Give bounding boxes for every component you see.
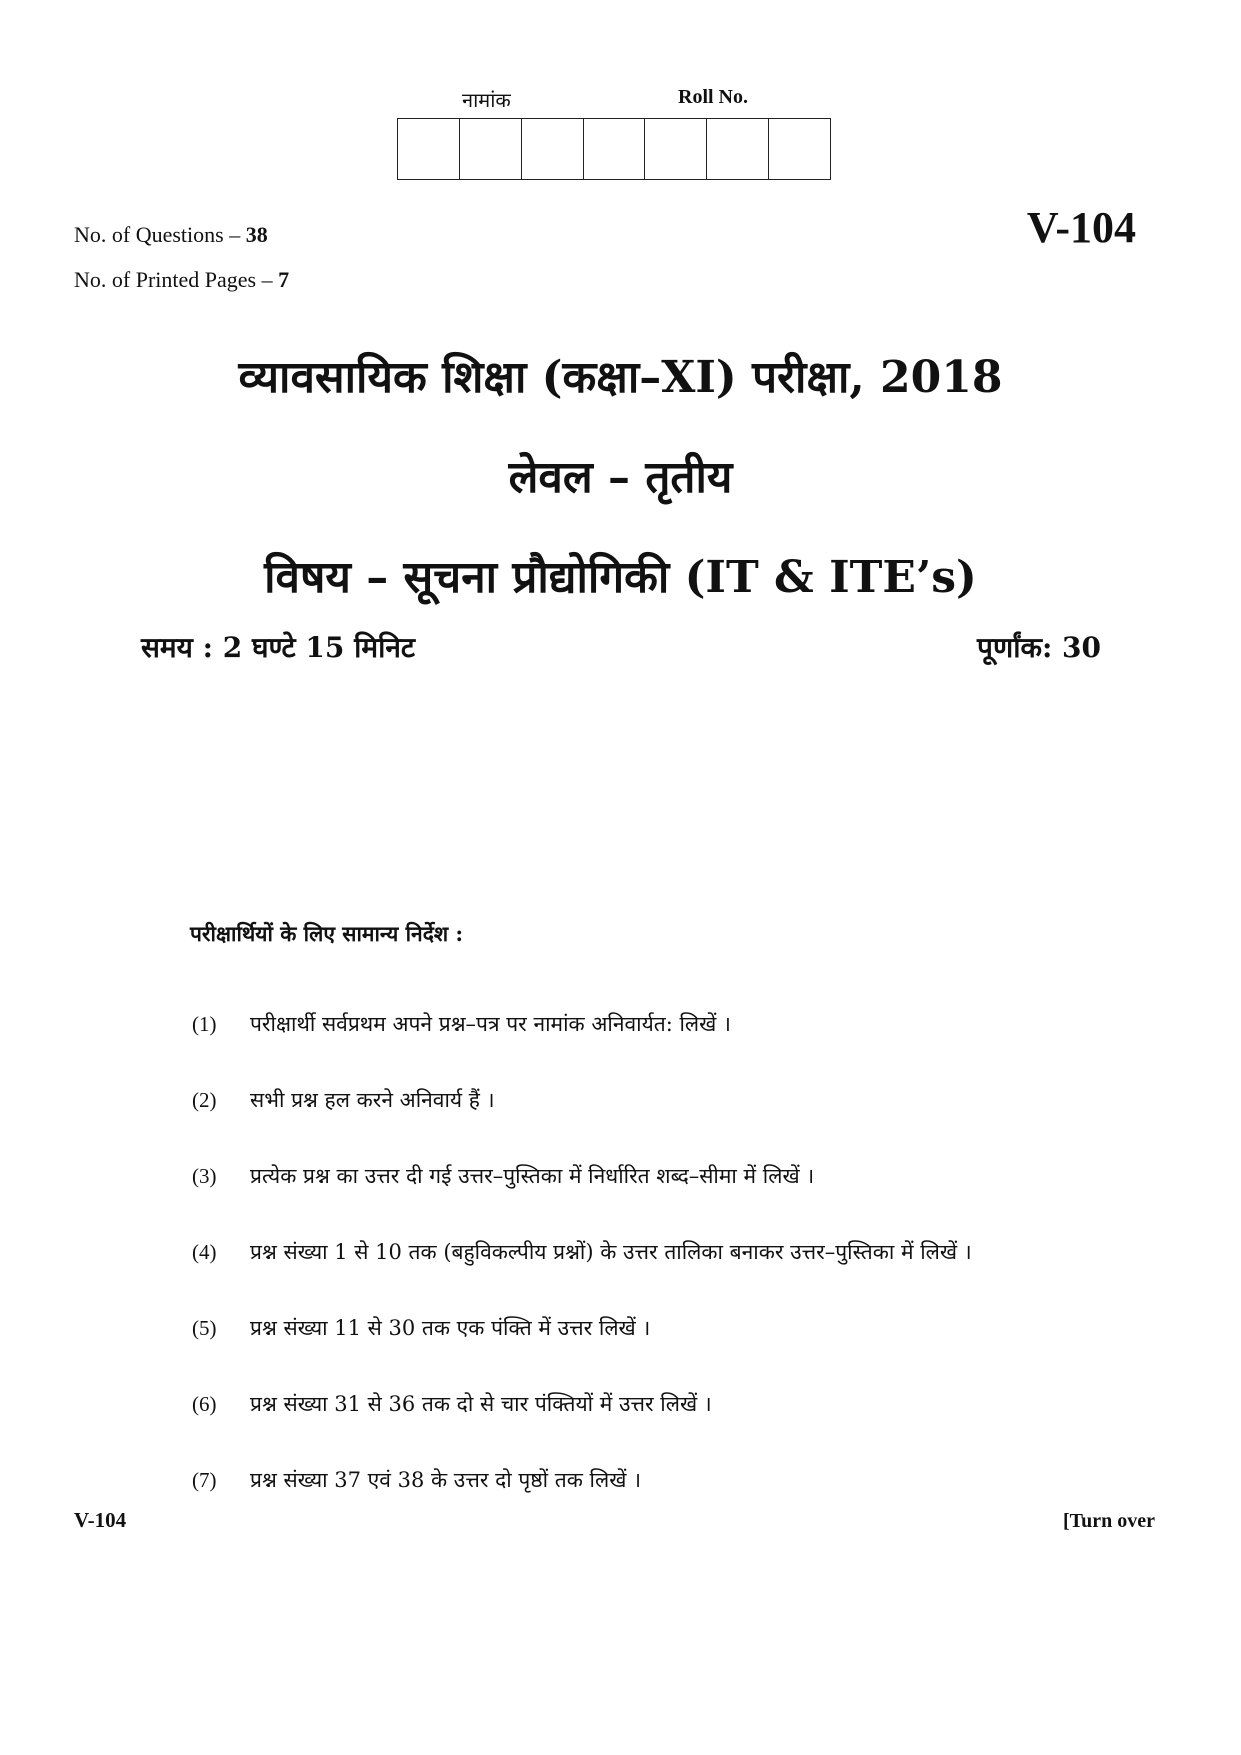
questions-value: 38 — [245, 222, 268, 247]
instruction-number: (3) — [192, 1164, 217, 1188]
roll-box — [460, 119, 522, 179]
roll-box — [645, 119, 707, 179]
exam-level: लेवल – तृतीय — [508, 452, 733, 503]
instruction-item — [192, 1314, 650, 1342]
pages-count — [74, 267, 289, 293]
instruction-number: (2) — [192, 1088, 217, 1112]
exam-title: व्यावसायिक शिक्षा (कक्षा–XI) परीक्षा, 2018 — [238, 352, 1003, 403]
instruction-item — [192, 1086, 495, 1114]
instruction-number: (5) — [192, 1316, 217, 1340]
exam-time: समय : 2 घण्टे 15 मिनिट — [141, 631, 415, 664]
pages-value: 7 — [278, 267, 290, 292]
instruction-item — [192, 1390, 712, 1418]
roll-box — [707, 119, 769, 179]
roll-label-hindi: नामांक — [462, 88, 511, 112]
instruction-number: (4) — [192, 1240, 217, 1264]
roll-label-english: Roll No. — [678, 86, 748, 108]
roll-box — [398, 119, 460, 179]
exam-marks: पूर्णांक: 30 — [977, 631, 1101, 664]
instruction-number: (7) — [192, 1468, 217, 1492]
instructions-heading: परीक्षार्थियों के लिए सामान्य निर्देश : — [190, 921, 464, 946]
questions-count — [74, 222, 268, 248]
instruction-item — [192, 1466, 641, 1494]
exam-subject: विषय – सूचना प्रौद्योगिकी (IT & ITE’s) — [264, 552, 977, 603]
instruction-item — [192, 1162, 814, 1190]
instruction-text: प्रश्न संख्या 11 से 30 तक एक पंक्ति में उत्तर लिखें । — [250, 1316, 651, 1340]
instruction-number: (6) — [192, 1392, 217, 1416]
instruction-item — [192, 1238, 972, 1266]
turn-over-label: [Turn over — [1062, 1510, 1155, 1532]
instruction-text: सभी प्रश्न हल करने अनिवार्य हैं । — [250, 1088, 495, 1112]
roll-number-boxes — [397, 118, 831, 180]
instruction-item — [192, 1010, 731, 1038]
instruction-text: प्रश्न संख्या 31 से 36 तक दो से चार पंक्तियों में उत्तर लिखें । — [250, 1392, 712, 1416]
pages-label: No. of Printed Pages – — [74, 267, 273, 292]
instruction-text: प्रश्न संख्या 1 से 10 तक (बहुविकल्पीय प्रश्नों) के उत्तर तालिका बनाकर उत्तर–पुस्तिका में लिखें । — [250, 1240, 972, 1264]
roll-box — [584, 119, 646, 179]
instruction-text: प्रश्न संख्या 37 एवं 38 के उत्तर दो पृष्ठों तक लिखें । — [250, 1468, 642, 1492]
roll-box — [522, 119, 584, 179]
footer-paper-code: V-104 — [74, 1508, 127, 1532]
instruction-number: (1) — [192, 1012, 217, 1036]
roll-box — [769, 119, 830, 179]
paper-code: V-104 — [1026, 203, 1136, 252]
questions-label: No. of Questions – — [74, 222, 241, 247]
instruction-text: प्रत्येक प्रश्न का उत्तर दी गई उत्तर–पुस्तिका में निर्धारित शब्द–सीमा में लिखें । — [250, 1164, 815, 1188]
instruction-text: परीक्षार्थी सर्वप्रथम अपने प्रश्न–पत्र पर नामांक अनिवार्यत: लिखें । — [250, 1012, 731, 1036]
